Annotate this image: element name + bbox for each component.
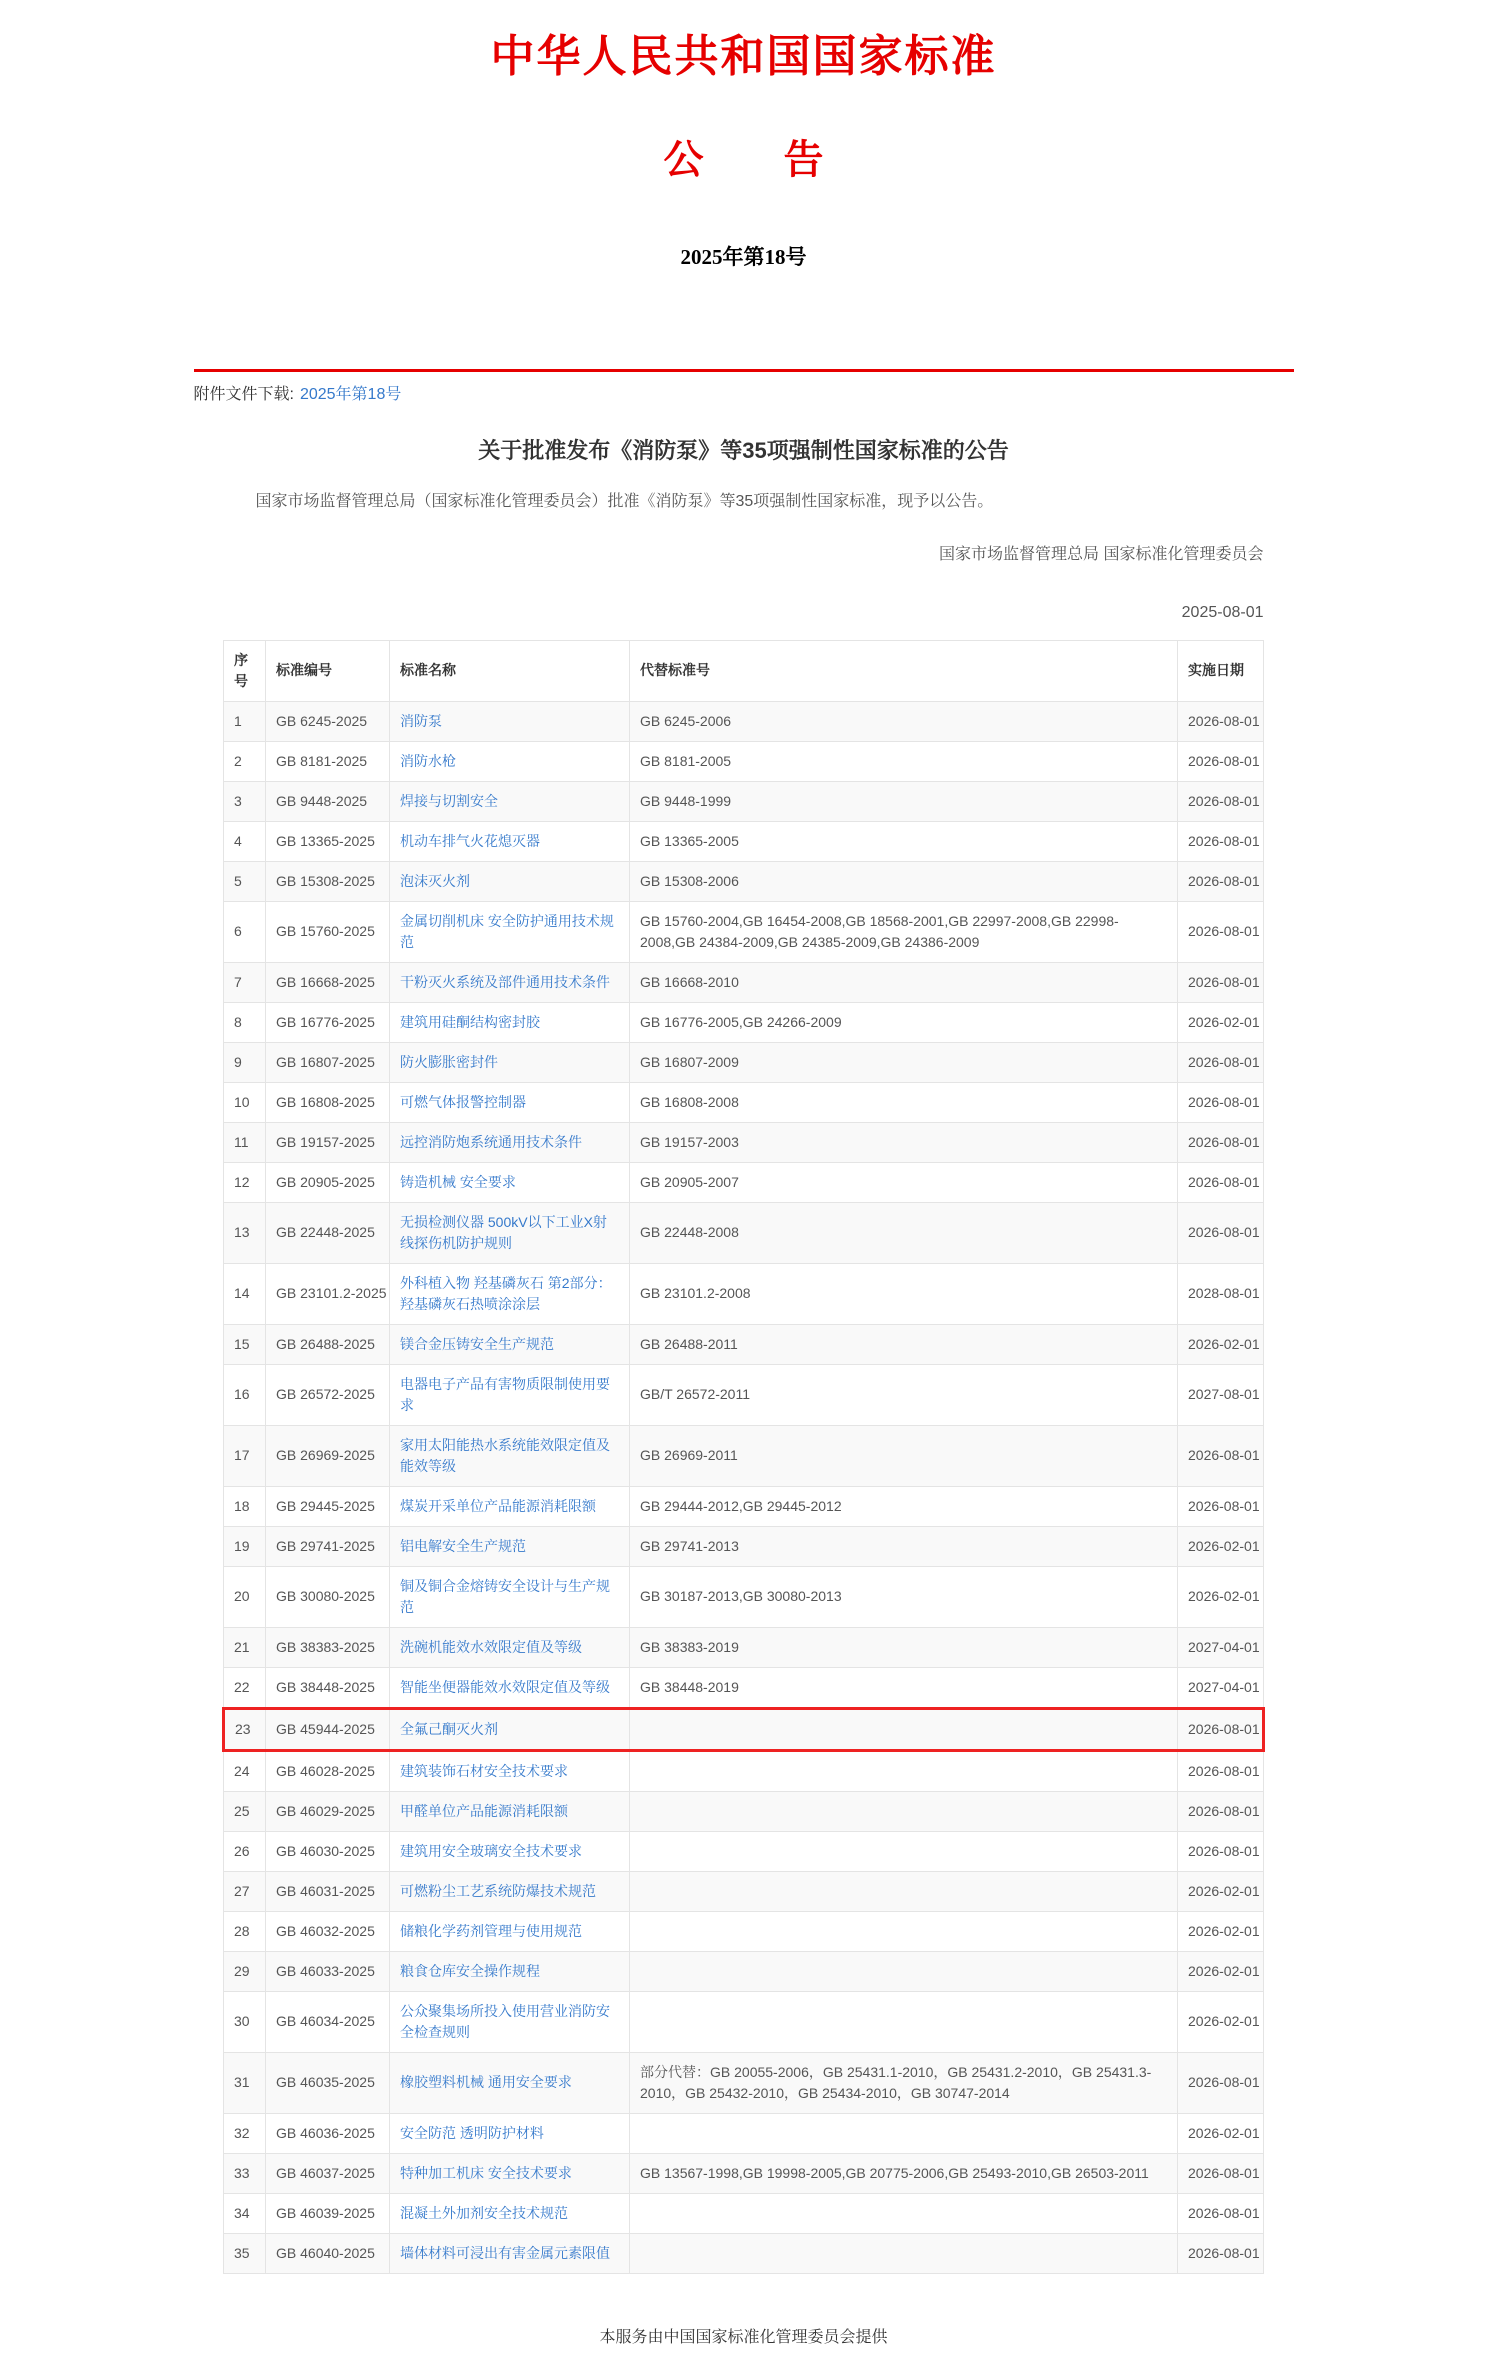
- cell-replaces: GB 6245-2006: [630, 701, 1178, 741]
- attachment-download-link[interactable]: 2025年第18号: [299, 386, 402, 403]
- cell-code: GB 46032-2025: [266, 1911, 390, 1951]
- header-date: 实施日期: [1178, 640, 1264, 701]
- masthead: [0, 0, 1487, 271]
- standard-name-link[interactable]: 建筑用安全玻璃安全技术要求: [400, 1842, 582, 1859]
- table-row: [224, 1486, 1264, 1526]
- cell-code: GB 45944-2025: [266, 1708, 390, 1750]
- cell-code: GB 16776-2025: [266, 1002, 390, 1042]
- table-row: [224, 2193, 1264, 2233]
- cell-code: GB 26969-2025: [266, 1425, 390, 1486]
- cell-date: 2026-08-01: [1178, 1486, 1264, 1526]
- cell-name: [390, 1750, 630, 1791]
- cell-replaces: GB 16668-2010: [630, 962, 1178, 1002]
- standard-name-link[interactable]: 机动车排气火花熄灭器: [400, 832, 540, 849]
- cell-seq: 31: [224, 2052, 266, 2113]
- table-row: [224, 1364, 1264, 1425]
- table-row: [224, 1425, 1264, 1486]
- cell-name: [390, 1042, 630, 1082]
- cell-replaces: GB 29444-2012,GB 29445-2012: [630, 1486, 1178, 1526]
- cell-date: 2026-08-01: [1178, 781, 1264, 821]
- table-row: [224, 1871, 1264, 1911]
- cell-code: GB 29741-2025: [266, 1526, 390, 1566]
- cell-name: [390, 1708, 630, 1750]
- cell-code: GB 15308-2025: [266, 861, 390, 901]
- cell-replaces: GB 30187-2013,GB 30080-2013: [630, 1566, 1178, 1627]
- cell-date: 2026-08-01: [1178, 1425, 1264, 1486]
- cell-seq: 8: [224, 1002, 266, 1042]
- cell-code: GB 13365-2025: [266, 821, 390, 861]
- standard-name-link[interactable]: 煤炭开采单位产品能源消耗限额: [400, 1497, 596, 1514]
- cell-date: 2028-08-01: [1178, 1263, 1264, 1324]
- cell-code: GB 16668-2025: [266, 962, 390, 1002]
- cell-seq: 6: [224, 901, 266, 962]
- cell-seq: 23: [224, 1708, 266, 1750]
- table-row: [224, 2113, 1264, 2153]
- cell-code: GB 46029-2025: [266, 1791, 390, 1831]
- cell-seq: 32: [224, 2113, 266, 2153]
- cell-code: GB 46036-2025: [266, 2113, 390, 2153]
- cell-code: GB 26488-2025: [266, 1324, 390, 1364]
- cell-code: GB 46030-2025: [266, 1831, 390, 1871]
- cell-seq: 12: [224, 1162, 266, 1202]
- standard-name-link[interactable]: 橡胶塑料机械 通用安全要求: [400, 2074, 572, 2091]
- cell-date: 2026-08-01: [1178, 1750, 1264, 1791]
- cell-code: GB 46031-2025: [266, 1871, 390, 1911]
- cell-replaces: [630, 1791, 1178, 1831]
- cell-seq: 30: [224, 1991, 266, 2052]
- cell-replaces: [630, 1951, 1178, 1991]
- cell-code: GB 46028-2025: [266, 1750, 390, 1791]
- cell-seq: 5: [224, 861, 266, 901]
- cell-replaces: GB 22448-2008: [630, 1202, 1178, 1263]
- table-row: [224, 1122, 1264, 1162]
- header-seq: 序号: [224, 640, 266, 701]
- table-row: [224, 1042, 1264, 1082]
- cell-name: [390, 1202, 630, 1263]
- cell-seq: 9: [224, 1042, 266, 1082]
- cell-name: [390, 1002, 630, 1042]
- standard-name-link[interactable]: 可燃粉尘工艺系统防爆技术规范: [400, 1882, 596, 1899]
- standard-name-link[interactable]: 粮食仓库安全操作规程: [400, 1962, 540, 1979]
- cell-code: GB 46040-2025: [266, 2233, 390, 2273]
- cell-seq: 14: [224, 1263, 266, 1324]
- cell-code: GB 6245-2025: [266, 701, 390, 741]
- cell-name: [390, 1082, 630, 1122]
- standard-name-link[interactable]: 储粮化学药剂管理与使用规范: [400, 1922, 582, 1939]
- cell-replaces: [630, 1991, 1178, 2052]
- cell-replaces: GB 38448-2019: [630, 1667, 1178, 1708]
- table-row: [224, 1708, 1264, 1750]
- cell-replaces: [630, 2113, 1178, 2153]
- standard-name-link[interactable]: 甲醛单位产品能源消耗限额: [400, 1802, 568, 1819]
- issuer-signature: 国家市场监督管理总局 国家标准化管理委员会: [939, 545, 1264, 563]
- standard-name-link[interactable]: 铜及铜合金熔铸安全设计与生产规范: [400, 1577, 610, 1615]
- notice-body: 国家市场监督管理总局（国家标准化管理委员会）批准《消防泵》等35项强制性国家标准，现予以公告。: [255, 493, 994, 510]
- table-row: [224, 962, 1264, 1002]
- standard-name-link[interactable]: 镁合金压铸安全生产规范: [400, 1335, 554, 1352]
- cell-code: GB 8181-2025: [266, 741, 390, 781]
- standard-name-link[interactable]: 公众聚集场所投入使用营业消防安全检查规则: [400, 2002, 610, 2040]
- cell-seq: 20: [224, 1566, 266, 1627]
- cell-seq: 21: [224, 1627, 266, 1667]
- standard-name-link[interactable]: 电器电子产品有害物质限制使用要求: [400, 1375, 610, 1413]
- cell-name: [390, 2052, 630, 2113]
- cell-code: GB 15760-2025: [266, 901, 390, 962]
- table-row: [224, 1566, 1264, 1627]
- table-row: [224, 1791, 1264, 1831]
- cell-replaces: GB 13567-1998,GB 19998-2005,GB 20775-2006,GB 25493-2010,GB 26503-2011: [630, 2153, 1178, 2193]
- table-row: [224, 1162, 1264, 1202]
- cell-name: [390, 2113, 630, 2153]
- standard-name-link[interactable]: 铸造机械 安全要求: [400, 1173, 516, 1190]
- cell-replaces: GB 23101.2-2008: [630, 1263, 1178, 1324]
- cell-name: [390, 1791, 630, 1831]
- cell-name: [390, 1425, 630, 1486]
- cell-seq: 25: [224, 1791, 266, 1831]
- footer-text: 本服务由中国国家标准化管理委员会提供: [599, 2328, 888, 2346]
- cell-seq: 28: [224, 1911, 266, 1951]
- table-row: [224, 821, 1264, 861]
- cell-date: 2026-08-01: [1178, 701, 1264, 741]
- header-name: 标准名称: [390, 640, 630, 701]
- cell-replaces: [630, 1831, 1178, 1871]
- cell-name: [390, 701, 630, 741]
- standard-name-link[interactable]: 焊接与切割安全: [400, 792, 498, 809]
- standard-name-link[interactable]: 墙体材料可浸出有害金属元素限值: [400, 2244, 610, 2261]
- cell-seq: 4: [224, 821, 266, 861]
- cell-date: 2027-08-01: [1178, 1364, 1264, 1425]
- header-replaces: 代替标准号: [630, 640, 1178, 701]
- standard-name-link[interactable]: 智能坐便器能效水效限定值及等级: [400, 1678, 610, 1695]
- cell-name: [390, 861, 630, 901]
- cell-date: 2026-02-01: [1178, 1324, 1264, 1364]
- table-row: [224, 861, 1264, 901]
- standard-name-link[interactable]: 干粉灭火系统及部件通用技术条件: [400, 973, 610, 990]
- cell-seq: 24: [224, 1750, 266, 1791]
- table-row: [224, 1831, 1264, 1871]
- cell-date: 2026-02-01: [1178, 1871, 1264, 1911]
- standard-name-link[interactable]: 家用太阳能热水系统能效限定值及能效等级: [400, 1436, 610, 1474]
- cell-date: 2026-08-01: [1178, 2233, 1264, 2273]
- cell-code: GB 46039-2025: [266, 2193, 390, 2233]
- cell-seq: 7: [224, 962, 266, 1002]
- attachment-row: [194, 381, 1294, 404]
- cell-seq: 13: [224, 1202, 266, 1263]
- cell-replaces: [630, 2233, 1178, 2273]
- cell-seq: 27: [224, 1871, 266, 1911]
- cell-date: 2026-08-01: [1178, 2193, 1264, 2233]
- standard-name-link[interactable]: 无损检测仪器 500kV以下工业X射线探伤机防护规则: [400, 1213, 607, 1251]
- table-row: [224, 901, 1264, 962]
- cell-name: [390, 2153, 630, 2193]
- cell-name: [390, 1364, 630, 1425]
- table-row: [224, 2153, 1264, 2193]
- cell-replaces: GB 20905-2007: [630, 1162, 1178, 1202]
- table-row: [224, 1750, 1264, 1791]
- standard-name-link[interactable]: 远控消防炮系统通用技术条件: [400, 1133, 582, 1150]
- cell-replaces: GB 16776-2005,GB 24266-2009: [630, 1002, 1178, 1042]
- cell-replaces: [630, 1708, 1178, 1750]
- cell-replaces: GB 26969-2011: [630, 1425, 1178, 1486]
- cell-name: [390, 1122, 630, 1162]
- cell-name: [390, 1324, 630, 1364]
- cell-date: 2026-02-01: [1178, 2113, 1264, 2153]
- cell-date: 2027-04-01: [1178, 1627, 1264, 1667]
- cell-code: GB 16807-2025: [266, 1042, 390, 1082]
- standard-name-link[interactable]: 安全防范 透明防护材料: [400, 2124, 544, 2141]
- cell-name: [390, 901, 630, 962]
- standard-name-link[interactable]: 铝电解安全生产规范: [400, 1537, 526, 1554]
- cell-replaces: GB 9448-1999: [630, 781, 1178, 821]
- cell-name: [390, 1486, 630, 1526]
- standard-name-link[interactable]: 消防水枪: [400, 752, 456, 769]
- cell-replaces: GB 16808-2008: [630, 1082, 1178, 1122]
- cell-code: GB 30080-2025: [266, 1566, 390, 1627]
- cell-seq: 17: [224, 1425, 266, 1486]
- table-row: [224, 1667, 1264, 1708]
- cell-date: 2026-02-01: [1178, 1951, 1264, 1991]
- table-row: [224, 1002, 1264, 1042]
- standard-name-link[interactable]: 建筑装饰石材安全技术要求: [400, 1762, 568, 1779]
- table-header-row: [224, 640, 1264, 701]
- cell-replaces: [630, 1911, 1178, 1951]
- table-row: [224, 1991, 1264, 2052]
- cell-name: [390, 962, 630, 1002]
- standard-name-link[interactable]: 混凝土外加剂安全技术规范: [400, 2204, 568, 2221]
- cell-seq: 33: [224, 2153, 266, 2193]
- cell-replaces: GB 15760-2004,GB 16454-2008,GB 18568-2001,GB 22997-2008,GB 22998-2008,GB 24384-2009,GB 24385-2009,GB 24386-2009: [630, 901, 1178, 962]
- cell-replaces: GB 38383-2019: [630, 1627, 1178, 1667]
- cell-date: 2026-08-01: [1178, 962, 1264, 1002]
- table-row: [224, 741, 1264, 781]
- standard-name-link[interactable]: 建筑用硅酮结构密封胶: [400, 1013, 540, 1030]
- page-title: 中华人民共和国国家标准: [490, 32, 997, 81]
- cell-code: GB 23101.2-2025: [266, 1263, 390, 1324]
- cell-name: [390, 821, 630, 861]
- cell-replaces: [630, 1871, 1178, 1911]
- table-row: [224, 1202, 1264, 1263]
- table-row: [224, 1263, 1264, 1324]
- table-row: [224, 781, 1264, 821]
- cell-replaces: GB 29741-2013: [630, 1526, 1178, 1566]
- cell-date: 2026-02-01: [1178, 1991, 1264, 2052]
- table-row: [224, 1324, 1264, 1364]
- table-row: [224, 701, 1264, 741]
- cell-replaces: [630, 1750, 1178, 1791]
- cell-name: [390, 1911, 630, 1951]
- cell-name: [390, 781, 630, 821]
- cell-date: 2027-04-01: [1178, 1667, 1264, 1708]
- cell-seq: 16: [224, 1364, 266, 1425]
- cell-replaces: GB 16807-2009: [630, 1042, 1178, 1082]
- cell-seq: 35: [224, 2233, 266, 2273]
- standard-name-link[interactable]: 可燃气体报警控制器: [400, 1093, 526, 1110]
- cell-code: GB 29445-2025: [266, 1486, 390, 1526]
- cell-date: 2026-08-01: [1178, 821, 1264, 861]
- cell-name: [390, 741, 630, 781]
- cell-code: GB 38448-2025: [266, 1667, 390, 1708]
- cell-code: GB 46034-2025: [266, 1991, 390, 2052]
- standard-name-link[interactable]: 全氟己酮灭火剂: [400, 1720, 498, 1737]
- cell-name: [390, 1627, 630, 1667]
- cell-name: [390, 1263, 630, 1324]
- cell-name: [390, 2193, 630, 2233]
- cell-seq: 15: [224, 1324, 266, 1364]
- standards-table-body: [224, 701, 1264, 2273]
- cell-name: [390, 1871, 630, 1911]
- cell-replaces: GB 8181-2005: [630, 741, 1178, 781]
- cell-date: 2026-08-01: [1178, 1122, 1264, 1162]
- standard-name-link[interactable]: 外科植入物 羟基磷灰石 第2部分：羟基磷灰石热喷涂涂层: [400, 1274, 612, 1312]
- cell-name: [390, 1831, 630, 1871]
- issue-date: 2025-08-01: [1181, 603, 1264, 621]
- cell-date: 2026-08-01: [1178, 1831, 1264, 1871]
- cell-name: [390, 1526, 630, 1566]
- table-row: [224, 1526, 1264, 1566]
- cell-replaces: GB 15308-2006: [630, 861, 1178, 901]
- cell-replaces: [630, 2193, 1178, 2233]
- standards-table: [222, 640, 1265, 2274]
- cell-seq: 2: [224, 741, 266, 781]
- cell-date: 2026-08-01: [1178, 1042, 1264, 1082]
- cell-date: 2026-08-01: [1178, 901, 1264, 962]
- table-row: [224, 1951, 1264, 1991]
- cell-code: GB 16808-2025: [266, 1082, 390, 1122]
- cell-date: 2026-02-01: [1178, 1566, 1264, 1627]
- table-row: [224, 2233, 1264, 2273]
- standard-name-link[interactable]: 金属切削机床 安全防护通用技术规范: [400, 912, 614, 950]
- cell-seq: 19: [224, 1526, 266, 1566]
- standard-name-link[interactable]: 泡沫灭火剂: [400, 872, 470, 889]
- cell-date: 2026-08-01: [1178, 1082, 1264, 1122]
- cell-date: 2026-08-01: [1178, 1791, 1264, 1831]
- cell-code: GB 46037-2025: [266, 2153, 390, 2193]
- cell-seq: 29: [224, 1951, 266, 1991]
- cell-name: [390, 1667, 630, 1708]
- attachment-label: 附件文件下载:: [193, 386, 294, 403]
- cell-date: 2026-08-01: [1178, 1202, 1264, 1263]
- cell-seq: 11: [224, 1122, 266, 1162]
- cell-code: GB 38383-2025: [266, 1627, 390, 1667]
- standard-name-link[interactable]: 消防泵: [400, 712, 442, 729]
- cell-code: GB 46033-2025: [266, 1951, 390, 1991]
- cell-seq: 18: [224, 1486, 266, 1526]
- cell-seq: 22: [224, 1667, 266, 1708]
- page-subtitle: 公 告: [663, 137, 824, 182]
- table-row: [224, 1911, 1264, 1951]
- standard-name-link[interactable]: 洗碗机能效水效限定值及等级: [400, 1638, 582, 1655]
- cell-date: 2026-08-01: [1178, 861, 1264, 901]
- cell-date: 2026-08-01: [1178, 1708, 1264, 1750]
- cell-date: 2026-08-01: [1178, 741, 1264, 781]
- cell-date: 2026-08-01: [1178, 2153, 1264, 2193]
- cell-code: GB 9448-2025: [266, 781, 390, 821]
- cell-replaces: GB 13365-2005: [630, 821, 1178, 861]
- cell-replaces: GB/T 26572-2011: [630, 1364, 1178, 1425]
- table-row: [224, 2052, 1264, 2113]
- cell-code: GB 22448-2025: [266, 1202, 390, 1263]
- cell-name: [390, 1991, 630, 2052]
- cell-seq: 10: [224, 1082, 266, 1122]
- cell-code: GB 20905-2025: [266, 1162, 390, 1202]
- cell-date: 2026-08-01: [1178, 1162, 1264, 1202]
- standard-name-link[interactable]: 特种加工机床 安全技术要求: [400, 2164, 572, 2181]
- cell-name: [390, 1566, 630, 1627]
- cell-code: GB 46035-2025: [266, 2052, 390, 2113]
- header-code: 标准编号: [266, 640, 390, 701]
- cell-replaces: GB 19157-2003: [630, 1122, 1178, 1162]
- cell-code: GB 26572-2025: [266, 1364, 390, 1425]
- cell-seq: 26: [224, 1831, 266, 1871]
- red-divider: [194, 369, 1294, 372]
- cell-seq: 1: [224, 701, 266, 741]
- cell-date: 2026-02-01: [1178, 1911, 1264, 1951]
- cell-name: [390, 2233, 630, 2273]
- cell-name: [390, 1951, 630, 1991]
- cell-name: [390, 1162, 630, 1202]
- issue-number: 2025年第18号: [680, 245, 807, 269]
- notice-title: 关于批准发布《消防泵》等35项强制性国家标准的公告: [478, 438, 1009, 463]
- cell-seq: 3: [224, 781, 266, 821]
- cell-date: 2026-02-01: [1178, 1526, 1264, 1566]
- table-row: [224, 1627, 1264, 1667]
- cell-code: GB 19157-2025: [266, 1122, 390, 1162]
- cell-seq: 34: [224, 2193, 266, 2233]
- table-row: [224, 1082, 1264, 1122]
- cell-date: 2026-08-01: [1178, 2052, 1264, 2113]
- cell-replaces: GB 26488-2011: [630, 1324, 1178, 1364]
- cell-date: 2026-02-01: [1178, 1002, 1264, 1042]
- standard-name-link[interactable]: 防火膨胀密封件: [400, 1053, 498, 1070]
- cell-replaces: 部分代替：GB 20055-2006，GB 25431.1-2010，GB 25431.2-2010，GB 25431.3-2010，GB 25432-2010，GB 25434-2010，GB 30747-2014: [630, 2052, 1178, 2113]
